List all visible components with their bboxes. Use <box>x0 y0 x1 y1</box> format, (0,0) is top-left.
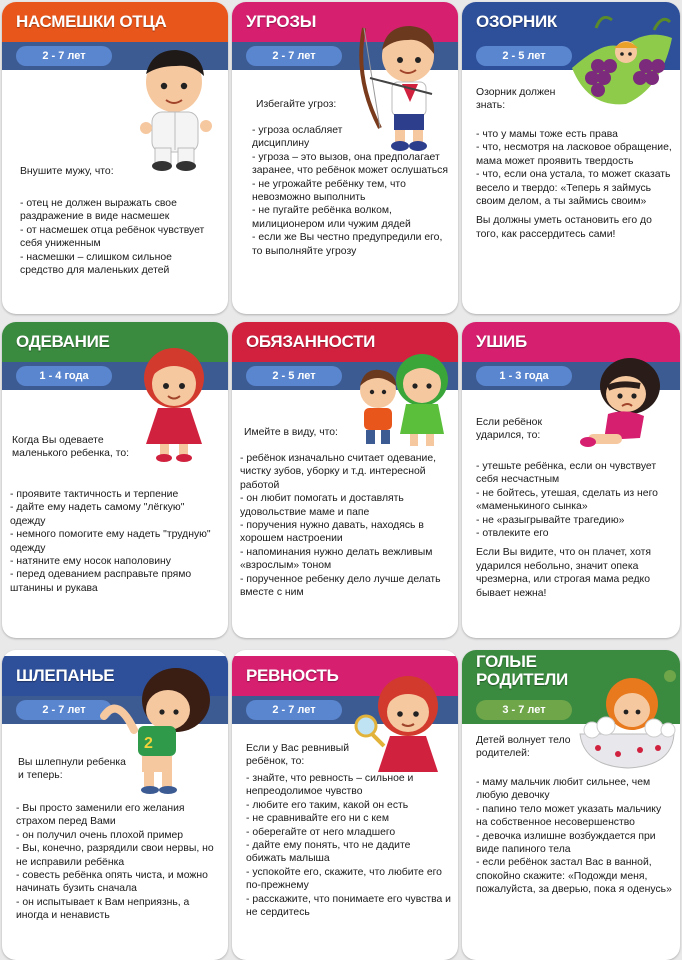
list-item: - если ребёнок застал Вас в ванной, спокойно скажите: «Подожди меня, пожалуйста, за дверью, пока я оденусь» <box>476 856 674 896</box>
boy-in-white-suit-illustration <box>122 42 222 174</box>
list-item: - угроза – это вызов, она предполагает заранее, что ребёнок может ослушаться <box>252 151 450 178</box>
card-note: Если Вы видите, что он плачет, хотя ударился небольно, значит опека чрезмерна, или строгая мама редко бывает нежна! <box>476 547 652 599</box>
list-item: - поручения нужно давать, находясь в хорошем настроении <box>240 519 452 546</box>
age-badge: 2 - 5 лет <box>246 366 342 386</box>
card-title: РЕВНОСТЬ <box>232 656 458 696</box>
list-item: - совесть ребёнка опять чиста, и можно начинать бузить сначала <box>16 869 222 896</box>
list-item: - не бойтесь, утешая, сделать из него «маменькиного сынка» <box>476 487 674 514</box>
age-badge: 2 - 7 лет <box>16 700 112 720</box>
card-title-line: РОДИТЕЛИ <box>476 670 568 689</box>
card-intro: Избегайте угроз: <box>256 99 337 110</box>
list-item: - дайте ему понять, что не дадите обижать малыша <box>246 839 452 866</box>
card-note: Вы должны уметь остановить его до того, как рассердитесь сами! <box>476 215 652 240</box>
list-item: - он получил очень плохой пример <box>16 829 222 842</box>
card-intro: Имейте в виду, что: <box>244 427 338 438</box>
card-bruise <box>462 322 680 638</box>
list-item: - маму мальчик любит сильнее, чем любую девочку <box>476 776 674 803</box>
card-intro: Когда Вы одеваете маленького ребенка, то: <box>12 435 130 460</box>
age-badge: 2 - 7 лет <box>16 46 112 66</box>
card-intro: Вы шлепнули ребенка и теперь: <box>18 757 126 782</box>
list-item: - не пугайте ребёнка волком, милиционером или чужим дядей <box>252 204 450 231</box>
list-item: - папино тело может указать мальчику на собственное несовершенство <box>476 803 674 830</box>
card-title: УШИБ <box>462 322 680 362</box>
card-title: ОЗОРНИК <box>462 2 680 42</box>
list-item: - оберегайте от него младшего <box>246 826 452 839</box>
card-jealousy <box>232 650 458 960</box>
list-item: - что у мамы тоже есть права <box>476 128 674 141</box>
list-item: - напоминания нужно делать вежливым «взрослым» тоном <box>240 546 452 573</box>
list-item: - натяните ему носок наполовину <box>10 555 220 568</box>
list-item: - если же Вы честно предупредили его, то выполняйте угрозу <box>252 231 450 258</box>
card-duties <box>232 322 458 638</box>
age-badge: 2 - 5 лет <box>476 46 572 66</box>
card-title-line: ГОЛЫЕ <box>476 652 537 671</box>
girl-in-bathtub-illustration <box>574 668 678 774</box>
card-spanking <box>2 650 228 960</box>
age-badge: 1 - 3 года <box>476 366 572 386</box>
age-badge: 2 - 7 лет <box>246 700 342 720</box>
list-item: - порученное ребенку дело лучше делать вместе с ним <box>240 573 452 600</box>
list-item: - успокойте его, скажите, что любите его по-прежнему <box>246 866 452 893</box>
card-fathers-mockery <box>2 2 228 314</box>
age-badge: 3 - 7 лет <box>476 700 572 720</box>
list-item: - дайте ему надеть самому "лёгкую" одежду <box>10 501 220 528</box>
card-title: НАСМЕШКИ ОТЦА <box>2 2 228 42</box>
list-item: - отец не должен выражать свое раздражение в виде насмешек <box>20 197 218 224</box>
list-item: - не угрожайте ребёнку тем, что невозможно выполнить <box>252 178 450 205</box>
list-item: - от насмешек отца ребёнок чувствует себя униженным <box>20 224 218 251</box>
list-item: - что, если она устала, то может сказать весело и твердо: «Теперь я займусь своим делом, а ты займись своим» <box>476 168 674 208</box>
card-title: ШЛЕПАНЬЕ <box>2 656 228 696</box>
list-item: - утешьте ребёнка, если он чувствует себя несчастным <box>476 460 674 487</box>
card-intro: Внушите мужу, что: <box>20 166 114 177</box>
list-item: - он испытывает к Вам неприязнь, а иногда и ненависть <box>16 896 222 923</box>
card-intro: Озорник должен знать: <box>476 87 556 112</box>
list-item: - знайте, что ревность – сильное и непреодолимое чувство <box>246 772 452 799</box>
list-item: - перед одеванием расправьте прямо штанины и рукава <box>10 568 220 595</box>
list-item: - угроза ослабляет дисциплину <box>252 124 450 151</box>
list-item: - девочка излишне возбуждается при виде папиного тела <box>476 830 674 857</box>
card-intro: Если у Вас ревнивый ребёнок, то: <box>246 743 350 768</box>
list-item: - насмешки – слишком сильное средство для маленьких детей <box>20 251 218 278</box>
list-item: - Вы, конечно, разрядили свои нервы, но не исправили ребёнка <box>16 842 222 869</box>
list-item: - ребёнок изначально считает одевание, чистку зубов, уборку и т.д. интересной работой <box>240 452 452 492</box>
girl-with-mirror-illustration <box>350 660 454 790</box>
age-badge: 1 - 4 года <box>16 366 112 386</box>
grapes-and-child-illustration <box>566 8 678 116</box>
age-badge: 2 - 7 лет <box>246 46 342 66</box>
svg-text:2: 2 <box>144 735 153 752</box>
card-intro: Если ребёнок ударился, то: <box>476 417 542 442</box>
card-naked-parents <box>462 650 680 960</box>
card-dressing <box>2 322 228 638</box>
card-title: ОБЯЗАННОСТИ <box>232 322 458 362</box>
list-item: - любите его таким, какой он есть <box>246 799 452 812</box>
list-item: - расскажите, что понимаете его чувства и не сердитесь <box>246 893 452 920</box>
list-item: - не сравнивайте его ни с кем <box>246 812 452 825</box>
list-item: - немного помогите ему надеть "трудную" одежду <box>10 528 220 555</box>
card-threats <box>232 2 458 314</box>
list-item: - что, несмотря на ласковое обращение, мама может проявить твердость <box>476 141 674 168</box>
crying-girl-illustration <box>574 342 676 460</box>
list-item: - отвлеките его <box>476 527 674 540</box>
list-item: - Вы просто заменили его желания страхом перед Вами <box>16 802 222 829</box>
list-item: - проявите тактичность и терпение <box>10 488 220 501</box>
two-children-illustration <box>352 342 456 452</box>
card-title: ОДЕВАНИЕ <box>2 322 228 362</box>
card-mischief <box>462 2 680 314</box>
card-title: УГРОЗЫ <box>232 2 458 42</box>
list-item: - он любит помогать и доставлять удовольствие маме и папе <box>240 492 452 519</box>
list-item: - не «разыгрывайте трагедию» <box>476 514 674 527</box>
card-intro: Детей волнует тело родителей: <box>476 735 571 760</box>
